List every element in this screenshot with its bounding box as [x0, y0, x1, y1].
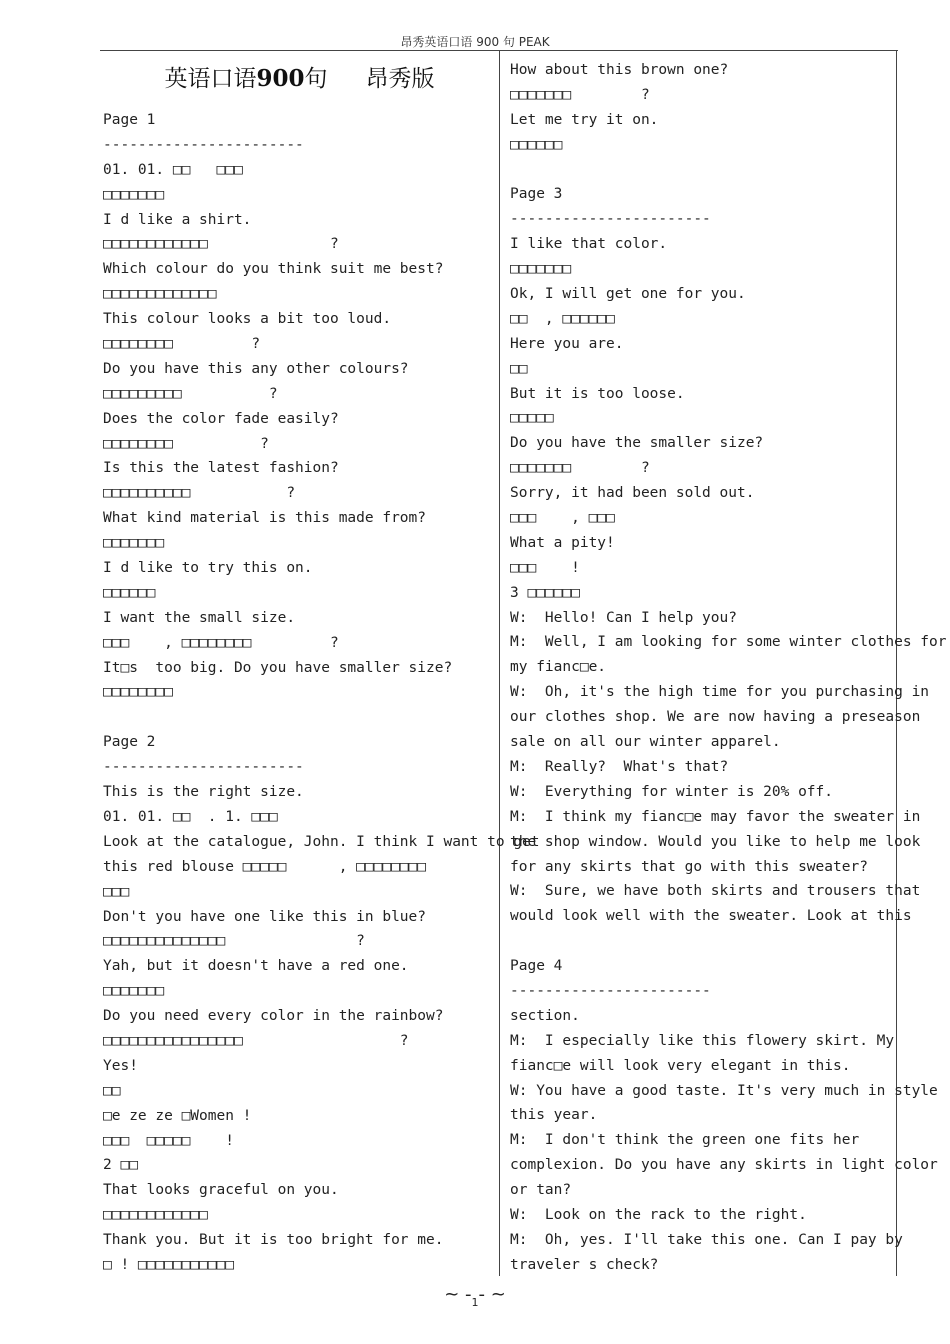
text-line: Let me try it on.	[510, 111, 659, 128]
text-line: Page 2	[103, 734, 156, 751]
text-line: □e ze ze □Women !	[103, 1107, 252, 1124]
text-line: W: You have a good taste. It's very much in style	[510, 1082, 938, 1099]
text-line: this year.	[510, 1107, 598, 1124]
text-line: □□□□□□□□ ?	[103, 336, 261, 353]
text-line: Look at the catalogue, John. I think I want to get	[103, 833, 540, 850]
text-line: sale on all our winter apparel.	[510, 734, 781, 751]
text-line: □□□ , □□□	[510, 510, 615, 527]
text-line: □□□□□□□□□□□□ ?	[103, 236, 339, 253]
text-line: W: Hello! Can I help you?	[510, 609, 737, 626]
text-line: Thank you. But it is too bright for me.	[103, 1232, 444, 1249]
text-line: section.	[510, 1007, 580, 1024]
text-line: W: Oh, it's the high time for you purchasing in	[510, 684, 930, 701]
page-number: 1	[471, 1296, 479, 1309]
title-part2: 句	[304, 66, 328, 92]
text-line: □□□□□	[510, 410, 554, 427]
text-line: □□□ □□□□□ !	[103, 1132, 234, 1149]
footer-right: - ~	[478, 1284, 506, 1305]
text-line: 01. 01. □□ . 1. □□□	[103, 808, 278, 825]
text-line: Do you have this any other colours?	[103, 360, 409, 377]
text-line: □□□	[103, 883, 130, 900]
page-footer	[0, 1284, 950, 1309]
text-line: Page 4	[510, 958, 563, 975]
text-line: □□□□□□□□	[103, 684, 173, 701]
title-edition: 昂秀版	[365, 66, 435, 92]
text-line: this red blouse □□□□□ , □□□□□□□□	[103, 858, 427, 875]
text-line: Ok, I will get one for you.	[510, 286, 746, 303]
text-line: □□□□□□□□ ?	[103, 435, 269, 452]
text-line: □□□□□□□□□□ ?	[103, 485, 296, 502]
text-line: This is the right size.	[103, 784, 304, 801]
text-line: What a pity!	[510, 534, 615, 551]
text-line: 01. 01. □□ □□□	[103, 161, 243, 178]
running-header: 昂秀英语口语 900 句 PEAK	[400, 35, 550, 49]
text-line: my fianc□e.	[510, 659, 607, 676]
text-line: M: Oh, yes. I'll take this one. Can I pay by	[510, 1231, 903, 1248]
text-line: Which colour do you think suit me best?	[103, 261, 444, 278]
document-title	[102, 60, 497, 93]
text-line: Page 1	[103, 112, 156, 128]
text-line: That looks graceful on you.	[103, 1182, 339, 1199]
text-line: would look well with the sweater. Look at this	[510, 908, 912, 925]
text-line: -----------------------	[510, 211, 711, 228]
text-line: I d like a shirt.	[103, 211, 252, 228]
text-line: I like that color.	[510, 236, 668, 253]
text-line: Does the color fade easily?	[103, 410, 339, 427]
text-line: □□	[103, 1082, 121, 1099]
column-divider	[499, 50, 500, 1276]
text-line	[510, 929, 902, 954]
title-part1: 英语口语	[164, 66, 257, 92]
text-line: W: Sure, we have both skirts and trousers that	[510, 883, 921, 900]
text-line: Do you need every color in the rainbow?	[103, 1008, 444, 1025]
text-line: Is this the latest fashion?	[103, 460, 339, 477]
text-line: M: Well, I am looking for some winter clothes for	[510, 634, 947, 651]
text-line: for any skirts that go with this sweater?	[510, 858, 868, 875]
text-line: M: I don't think the green one fits her	[510, 1132, 860, 1149]
text-line: -----------------------	[103, 759, 304, 776]
text-line: □□□□□□□	[510, 261, 572, 278]
text-line: □□□□□□□□□□□□	[103, 1207, 208, 1224]
text-line: □□	[510, 360, 528, 377]
text-line: □□□□□□	[510, 136, 563, 153]
text-line: □□□□□□□	[103, 535, 165, 552]
text-line: complexion. Do you have any skirts in light color	[510, 1157, 938, 1174]
text-line: 3 □□□□□□	[510, 584, 580, 601]
text-line: □□□ , □□□□□□□□ ?	[103, 634, 339, 651]
text-line: □□□□□□□	[103, 186, 165, 203]
text-line: M: I think my fianc□e may favor the sweater in	[510, 808, 921, 825]
text-line: □□□□□□□□□□□□□□□□ ?	[103, 1032, 409, 1049]
text-line: the shop window. Would you like to help me look	[510, 833, 921, 850]
title-number: 900	[256, 65, 305, 92]
text-line: W: Look on the rack to the right.	[510, 1206, 807, 1223]
text-line: □□□□□□□□□□□□□	[103, 286, 217, 303]
text-line: -----------------------	[510, 982, 711, 999]
text-line: □□□□□□	[103, 584, 156, 601]
text-line	[103, 705, 495, 730]
footer-left: ~ -	[444, 1284, 472, 1305]
right-column	[510, 58, 947, 1278]
text-line: M: I especially like this flowery skirt. My	[510, 1032, 895, 1049]
text-line: It□s too big. Do you have smaller size?	[103, 659, 453, 676]
text-line: Page 3	[510, 186, 563, 203]
text-line	[510, 158, 902, 183]
text-line: 2 □□	[103, 1157, 138, 1174]
text-line: Do you have the smaller size?	[510, 435, 764, 452]
text-line: Yah, but it doesn't have a red one.	[103, 958, 409, 975]
text-line: -----------------------	[103, 136, 304, 153]
text-line: Yes!	[103, 1057, 138, 1074]
text-line: This colour looks a bit too loud.	[103, 311, 392, 328]
text-line: W: Everything for winter is 20% off.	[510, 783, 834, 800]
text-line: □□□□□□□□□ ?	[103, 385, 278, 402]
text-line: our clothes shop. We are now having a preseason	[510, 709, 921, 726]
text-line: fianc□e will look very elegant in this.	[510, 1057, 851, 1074]
text-line: □□□□□□□ ?	[510, 86, 650, 103]
text-line: □□□□□□□□□□□□□□ ?	[103, 933, 365, 950]
text-line: Sorry, it had been sold out.	[510, 485, 755, 502]
text-line: M: Really? What's that?	[510, 758, 729, 775]
text-line: I d like to try this on.	[103, 560, 313, 577]
text-line: I want the small size.	[103, 609, 296, 626]
text-line: or tan?	[510, 1182, 572, 1199]
text-line: But it is too loose.	[510, 385, 685, 402]
text-line: □□□□□□□	[103, 983, 165, 1000]
text-line: traveler s check?	[510, 1256, 659, 1273]
text-line: Here you are.	[510, 335, 624, 352]
text-line: □ ! □□□□□□□□□□□	[103, 1256, 234, 1273]
text-line: □□ , □□□□□□	[510, 310, 615, 327]
text-line: How about this brown one?	[510, 62, 729, 78]
text-line: □□□□□□□ ?	[510, 460, 650, 477]
text-line: What kind material is this made from?	[103, 510, 427, 527]
text-line: □□□ !	[510, 559, 580, 576]
text-line: Don't you have one like this in blue?	[103, 908, 427, 925]
